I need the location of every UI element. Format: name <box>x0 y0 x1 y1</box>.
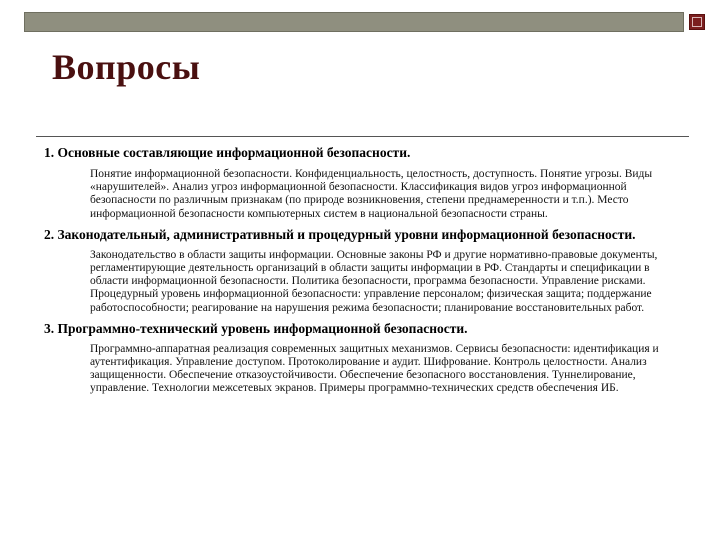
question-heading-1: 1. Основные составляющие информационной безопасности. <box>44 145 411 160</box>
question-section-3 <box>40 321 690 396</box>
question-body-2: Законодательство в области защиты информации. Основные законы РФ и другие нормативно-правовые документы, регламентирующие деятельность организаций в области защиты информации в РФ. Стандарты и спецификации в области информационной безопасности. Политика безопасности, программа безопасности. Управление рисками. Процедурный уровень информационной безопасности: управление персоналом; физическая защита; поддержание работоспособности; реагирование на нарушения режима безопасности; планирование восстановительных работ. <box>90 248 658 314</box>
question-section-2 <box>40 227 690 315</box>
corner-square-inner <box>692 17 702 27</box>
questions-list <box>40 145 690 402</box>
title-divider <box>36 136 689 137</box>
question-body-1: Понятие информационной безопасности. Конфиденциальность, целостность, доступность. Понятие угрозы. Виды «нарушителей». Анализ угроз информационной безопасности. Классификация видов угроз информационной безопасности по различным признакам (по природе возникновения, степени преднамеренности и т.п.). Место информационной безопасности компьютерных систем в национальной безопасности страны. <box>90 168 653 220</box>
question-body-3: Программно-аппаратная реализация современных защитных механизмов. Сервисы безопасности: идентификация и аутентификация. Управление доступом. Протоколирование и аудит. Шифрование. Контроль целостности. Анализ защищенности. Обеспечение отказоустойчивости. Обеспечение безопасного восстановления. Туннелирование, управление. Технологии межсетевых экранов. Примеры программно-технических средств обеспечения ИБ. <box>90 342 659 395</box>
question-heading-2: 2. Законодательный, административный и процедурный уровни информационной безопасности. <box>44 226 636 242</box>
question-heading-3: 3. Программно-технический уровень информационной безопасности. <box>44 320 468 336</box>
slide-title: Вопросы <box>52 47 201 87</box>
corner-square-icon <box>689 14 705 30</box>
question-section-1 <box>40 145 690 221</box>
top-decorative-bar <box>24 12 684 32</box>
